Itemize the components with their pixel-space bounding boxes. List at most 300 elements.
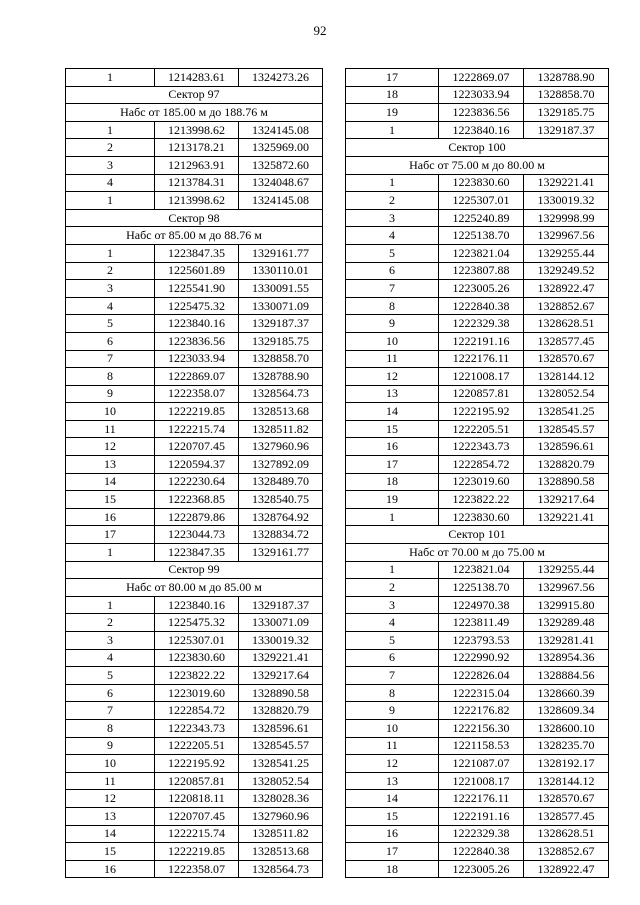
coordinate-row <box>346 632 609 650</box>
x-coordinate-cell: 1222230.64 <box>155 473 239 491</box>
coordinate-row <box>346 825 609 843</box>
coordinate-row <box>346 702 609 720</box>
point-number-cell: 15 <box>66 843 155 861</box>
coordinate-row <box>66 719 323 737</box>
point-number-cell: 3 <box>346 596 439 614</box>
y-coordinate-cell: 1328788.90 <box>524 69 609 87</box>
x-coordinate-cell: 1223822.22 <box>155 667 239 685</box>
coordinate-row <box>346 86 609 104</box>
coordinate-row <box>346 561 609 579</box>
x-coordinate-cell: 1222840.38 <box>439 843 524 861</box>
point-number-cell: 8 <box>346 297 439 315</box>
coordinate-row <box>346 508 609 526</box>
y-coordinate-cell: 1328858.70 <box>524 86 609 104</box>
x-coordinate-cell: 1224970.38 <box>439 596 524 614</box>
sector-header-row <box>66 579 323 597</box>
y-coordinate-cell: 1328545.57 <box>239 737 323 755</box>
coordinate-row <box>66 790 323 808</box>
coordinate-row <box>66 121 323 139</box>
x-coordinate-cell: 1220707.45 <box>155 807 239 825</box>
coordinate-row <box>346 790 609 808</box>
y-coordinate-cell: 1328852.67 <box>524 297 609 315</box>
x-coordinate-cell: 1223033.94 <box>439 86 524 104</box>
y-coordinate-cell: 1328570.67 <box>524 350 609 368</box>
sector-header-text: Сектор 101 <box>346 526 609 544</box>
x-coordinate-cell: 1214283.61 <box>155 69 239 87</box>
x-coordinate-cell: 1225601.89 <box>155 262 239 280</box>
coordinate-row <box>66 297 323 315</box>
coordinate-row <box>346 473 609 491</box>
sector-header-row <box>66 227 323 245</box>
x-coordinate-cell: 1222191.16 <box>439 332 524 350</box>
point-number-cell: 2 <box>346 192 439 210</box>
coordinate-row <box>66 315 323 333</box>
point-number-cell: 18 <box>346 860 439 878</box>
point-number-cell: 9 <box>346 702 439 720</box>
coordinate-row <box>346 807 609 825</box>
x-coordinate-cell: 1220857.81 <box>439 385 524 403</box>
point-number-cell: 5 <box>66 315 155 333</box>
y-coordinate-cell: 1328540.75 <box>239 491 323 509</box>
point-number-cell: 3 <box>66 280 155 298</box>
x-coordinate-cell: 1222358.07 <box>155 860 239 878</box>
coordinate-row <box>346 456 609 474</box>
coordinate-row <box>346 772 609 790</box>
coordinate-row <box>346 209 609 227</box>
y-coordinate-cell: 1324145.08 <box>239 121 323 139</box>
y-coordinate-cell: 1324048.67 <box>239 174 323 192</box>
sector-header-text: Набс от 70.00 м до 75.00 м <box>346 544 609 562</box>
y-coordinate-cell: 1328564.73 <box>239 385 323 403</box>
coordinate-row <box>346 350 609 368</box>
point-number-cell: 13 <box>66 807 155 825</box>
y-coordinate-cell: 1328660.39 <box>524 684 609 702</box>
coordinate-row <box>346 403 609 421</box>
sector-header-text: Сектор 99 <box>66 561 323 579</box>
point-number-cell: 1 <box>66 596 155 614</box>
coordinate-row <box>346 438 609 456</box>
coordinate-row <box>346 843 609 861</box>
coordinate-row <box>346 104 609 122</box>
y-coordinate-cell: 1329221.41 <box>239 649 323 667</box>
point-number-cell: 5 <box>346 244 439 262</box>
y-coordinate-cell: 1327892.09 <box>239 456 323 474</box>
coordinate-row <box>66 192 323 210</box>
sector-header-text: Набс от 80.00 м до 85.00 м <box>66 579 323 597</box>
x-coordinate-cell: 1222205.51 <box>439 420 524 438</box>
x-coordinate-cell: 1222869.07 <box>439 69 524 87</box>
coordinate-row <box>66 385 323 403</box>
x-coordinate-cell: 1225307.01 <box>439 192 524 210</box>
x-coordinate-cell: 1222219.85 <box>155 843 239 861</box>
y-coordinate-cell: 1328890.58 <box>239 684 323 702</box>
x-coordinate-cell: 1223840.16 <box>439 121 524 139</box>
x-coordinate-cell: 1223005.26 <box>439 280 524 298</box>
x-coordinate-cell: 1223822.22 <box>439 491 524 509</box>
sector-header-row <box>66 86 323 104</box>
x-coordinate-cell: 1222368.85 <box>155 491 239 509</box>
x-coordinate-cell: 1223836.56 <box>439 104 524 122</box>
coordinate-row <box>66 684 323 702</box>
point-number-cell: 4 <box>346 227 439 245</box>
y-coordinate-cell: 1328545.57 <box>524 420 609 438</box>
y-coordinate-cell: 1330019.32 <box>239 632 323 650</box>
coordinate-row <box>346 719 609 737</box>
point-number-cell: 17 <box>346 69 439 87</box>
x-coordinate-cell: 1223821.04 <box>439 561 524 579</box>
x-coordinate-cell: 1222826.04 <box>439 667 524 685</box>
point-number-cell: 2 <box>66 262 155 280</box>
point-number-cell: 11 <box>66 772 155 790</box>
coordinate-row <box>346 315 609 333</box>
point-number-cell: 19 <box>346 491 439 509</box>
x-coordinate-cell: 1220818.11 <box>155 790 239 808</box>
coordinate-row <box>346 192 609 210</box>
y-coordinate-cell: 1327960.96 <box>239 807 323 825</box>
y-coordinate-cell: 1328820.79 <box>524 456 609 474</box>
y-coordinate-cell: 1329185.75 <box>239 332 323 350</box>
point-number-cell: 2 <box>346 579 439 597</box>
sector-header-text: Набс от 85.00 м до 88.76 м <box>66 227 323 245</box>
x-coordinate-cell: 1222854.72 <box>155 702 239 720</box>
x-coordinate-cell: 1222315.04 <box>439 684 524 702</box>
coordinate-row <box>346 121 609 139</box>
sector-header-row <box>66 104 323 122</box>
x-coordinate-cell: 1225307.01 <box>155 632 239 650</box>
x-coordinate-cell: 1222215.74 <box>155 420 239 438</box>
coordinate-row <box>346 174 609 192</box>
point-number-cell: 1 <box>66 192 155 210</box>
x-coordinate-cell: 1220707.45 <box>155 438 239 456</box>
coordinate-row <box>346 491 609 509</box>
coordinate-row <box>346 262 609 280</box>
x-coordinate-cell: 1222219.85 <box>155 403 239 421</box>
y-coordinate-cell: 1328884.56 <box>524 667 609 685</box>
y-coordinate-cell: 1325969.00 <box>239 139 323 157</box>
x-coordinate-cell: 1222840.38 <box>439 297 524 315</box>
coordinate-row <box>346 332 609 350</box>
y-coordinate-cell: 1327960.96 <box>239 438 323 456</box>
y-coordinate-cell: 1328489.70 <box>239 473 323 491</box>
y-coordinate-cell: 1328834.72 <box>239 526 323 544</box>
coordinate-row <box>66 614 323 632</box>
point-number-cell: 13 <box>66 456 155 474</box>
y-coordinate-cell: 1329161.77 <box>239 244 323 262</box>
point-number-cell: 9 <box>346 315 439 333</box>
coordinate-row <box>346 368 609 386</box>
x-coordinate-cell: 1225541.90 <box>155 280 239 298</box>
x-coordinate-cell: 1223821.04 <box>439 244 524 262</box>
y-coordinate-cell: 1328052.54 <box>239 772 323 790</box>
point-number-cell: 12 <box>66 790 155 808</box>
coordinate-row <box>346 649 609 667</box>
point-number-cell: 17 <box>346 843 439 861</box>
y-coordinate-cell: 1329255.44 <box>524 244 609 262</box>
point-number-cell: 16 <box>346 825 439 843</box>
coordinate-row <box>346 684 609 702</box>
y-coordinate-cell: 1330110.01 <box>239 262 323 280</box>
coordinate-row <box>346 280 609 298</box>
point-number-cell: 10 <box>66 403 155 421</box>
coordinate-row <box>346 755 609 773</box>
point-number-cell: 3 <box>346 209 439 227</box>
coordinate-row <box>346 596 609 614</box>
y-coordinate-cell: 1328564.73 <box>239 860 323 878</box>
x-coordinate-cell: 1213178.21 <box>155 139 239 157</box>
coordinate-row <box>346 297 609 315</box>
y-coordinate-cell: 1330071.09 <box>239 614 323 632</box>
y-coordinate-cell: 1328852.67 <box>524 843 609 861</box>
sector-header-row <box>346 544 609 562</box>
x-coordinate-cell: 1222195.92 <box>439 403 524 421</box>
x-coordinate-cell: 1222854.72 <box>439 456 524 474</box>
point-number-cell: 4 <box>346 614 439 632</box>
y-coordinate-cell: 1329998.99 <box>524 209 609 227</box>
x-coordinate-cell: 1223830.60 <box>155 649 239 667</box>
sector-header-text: Сектор 100 <box>346 139 609 157</box>
coordinates-table-left <box>65 68 323 878</box>
x-coordinate-cell: 1225138.70 <box>439 579 524 597</box>
point-number-cell: 4 <box>66 649 155 667</box>
x-coordinate-cell: 1222879.86 <box>155 508 239 526</box>
y-coordinate-cell: 1328922.47 <box>524 860 609 878</box>
point-number-cell: 7 <box>346 280 439 298</box>
point-number-cell: 16 <box>66 508 155 526</box>
coordinate-row <box>66 244 323 262</box>
point-number-cell: 7 <box>66 702 155 720</box>
y-coordinate-cell: 1328577.45 <box>524 807 609 825</box>
coordinate-row <box>66 596 323 614</box>
y-coordinate-cell: 1329967.56 <box>524 579 609 597</box>
y-coordinate-cell: 1328788.90 <box>239 368 323 386</box>
x-coordinate-cell: 1223847.35 <box>155 544 239 562</box>
coordinate-row <box>66 772 323 790</box>
coordinate-row <box>66 807 323 825</box>
sector-header-row <box>346 139 609 157</box>
x-coordinate-cell: 1223830.60 <box>439 508 524 526</box>
point-number-cell: 14 <box>346 403 439 421</box>
y-coordinate-cell: 1328600.10 <box>524 719 609 737</box>
point-number-cell: 6 <box>66 684 155 702</box>
point-number-cell: 5 <box>346 632 439 650</box>
coordinate-row <box>66 420 323 438</box>
x-coordinate-cell: 1223830.60 <box>439 174 524 192</box>
x-coordinate-cell: 1213784.31 <box>155 174 239 192</box>
coordinate-row <box>66 332 323 350</box>
y-coordinate-cell: 1329281.41 <box>524 632 609 650</box>
point-number-cell: 18 <box>346 86 439 104</box>
y-coordinate-cell: 1329967.56 <box>524 227 609 245</box>
y-coordinate-cell: 1328628.51 <box>524 825 609 843</box>
y-coordinate-cell: 1328511.82 <box>239 825 323 843</box>
point-number-cell: 10 <box>66 755 155 773</box>
point-number-cell: 1 <box>66 69 155 87</box>
coordinate-row <box>66 526 323 544</box>
y-coordinate-cell: 1328144.12 <box>524 368 609 386</box>
point-number-cell: 8 <box>346 684 439 702</box>
x-coordinate-cell: 1225475.32 <box>155 297 239 315</box>
coordinate-row <box>66 350 323 368</box>
y-coordinate-cell: 1330071.09 <box>239 297 323 315</box>
x-coordinate-cell: 1223807.88 <box>439 262 524 280</box>
y-coordinate-cell: 1329161.77 <box>239 544 323 562</box>
x-coordinate-cell: 1221158.53 <box>439 737 524 755</box>
coordinate-row <box>66 403 323 421</box>
y-coordinate-cell: 1328764.92 <box>239 508 323 526</box>
coordinate-row <box>66 280 323 298</box>
point-number-cell: 16 <box>66 860 155 878</box>
x-coordinate-cell: 1221008.17 <box>439 772 524 790</box>
x-coordinate-cell: 1220594.37 <box>155 456 239 474</box>
coordinate-row <box>66 438 323 456</box>
x-coordinate-cell: 1222205.51 <box>155 737 239 755</box>
y-coordinate-cell: 1329187.37 <box>239 596 323 614</box>
point-number-cell: 3 <box>66 632 155 650</box>
x-coordinate-cell: 1223836.56 <box>155 332 239 350</box>
x-coordinate-cell: 1223005.26 <box>439 860 524 878</box>
sector-header-text: Набс от 185.00 м до 188.76 м <box>66 104 323 122</box>
x-coordinate-cell: 1222329.38 <box>439 825 524 843</box>
coordinate-row <box>66 368 323 386</box>
x-coordinate-cell: 1222358.07 <box>155 385 239 403</box>
point-number-cell: 6 <box>346 262 439 280</box>
x-coordinate-cell: 1225475.32 <box>155 614 239 632</box>
point-number-cell: 7 <box>346 667 439 685</box>
y-coordinate-cell: 1324273.26 <box>239 69 323 87</box>
y-coordinate-cell: 1328192.17 <box>524 755 609 773</box>
point-number-cell: 17 <box>346 456 439 474</box>
x-coordinate-cell: 1212963.91 <box>155 156 239 174</box>
y-coordinate-cell: 1328596.61 <box>239 719 323 737</box>
sector-header-row <box>346 156 609 174</box>
x-coordinate-cell: 1222156.30 <box>439 719 524 737</box>
x-coordinate-cell: 1222176.11 <box>439 350 524 368</box>
point-number-cell: 5 <box>66 667 155 685</box>
y-coordinate-cell: 1329221.41 <box>524 174 609 192</box>
y-coordinate-cell: 1325872.60 <box>239 156 323 174</box>
y-coordinate-cell: 1328609.34 <box>524 702 609 720</box>
y-coordinate-cell: 1329289.48 <box>524 614 609 632</box>
coordinate-row <box>66 737 323 755</box>
y-coordinate-cell: 1329187.37 <box>524 121 609 139</box>
y-coordinate-cell: 1328513.68 <box>239 843 323 861</box>
y-coordinate-cell: 1328858.70 <box>239 350 323 368</box>
y-coordinate-cell: 1328577.45 <box>524 332 609 350</box>
sector-header-text: Набс от 75.00 м до 80.00 м <box>346 156 609 174</box>
x-coordinate-cell: 1223811.49 <box>439 614 524 632</box>
point-number-cell: 19 <box>346 104 439 122</box>
point-number-cell: 10 <box>346 719 439 737</box>
point-number-cell: 10 <box>346 332 439 350</box>
point-number-cell: 13 <box>346 772 439 790</box>
y-coordinate-cell: 1328570.67 <box>524 790 609 808</box>
point-number-cell: 8 <box>66 719 155 737</box>
coordinate-row <box>66 755 323 773</box>
x-coordinate-cell: 1222195.92 <box>155 755 239 773</box>
coordinate-row <box>66 139 323 157</box>
x-coordinate-cell: 1222329.38 <box>439 315 524 333</box>
x-coordinate-cell: 1220857.81 <box>155 772 239 790</box>
y-coordinate-cell: 1330091.55 <box>239 280 323 298</box>
point-number-cell: 4 <box>66 174 155 192</box>
x-coordinate-cell: 1222343.73 <box>439 438 524 456</box>
y-coordinate-cell: 1328144.12 <box>524 772 609 790</box>
page-number: 92 <box>313 23 327 38</box>
x-coordinate-cell: 1222176.82 <box>439 702 524 720</box>
y-coordinate-cell: 1328052.54 <box>524 385 609 403</box>
point-number-cell: 1 <box>66 121 155 139</box>
coordinate-row <box>66 702 323 720</box>
y-coordinate-cell: 1329255.44 <box>524 561 609 579</box>
coordinate-row <box>66 544 323 562</box>
y-coordinate-cell: 1328596.61 <box>524 438 609 456</box>
sector-header-row <box>346 526 609 544</box>
y-coordinate-cell: 1328541.25 <box>524 403 609 421</box>
y-coordinate-cell: 1329217.64 <box>524 491 609 509</box>
point-number-cell: 14 <box>66 473 155 491</box>
coordinate-row <box>346 667 609 685</box>
y-coordinate-cell: 1328511.82 <box>239 420 323 438</box>
point-number-cell: 2 <box>66 139 155 157</box>
point-number-cell: 1 <box>66 244 155 262</box>
coordinate-row <box>66 262 323 280</box>
coordinate-row <box>66 508 323 526</box>
coordinates-table-right <box>345 68 609 878</box>
sector-header-row <box>66 561 323 579</box>
x-coordinate-cell: 1223033.94 <box>155 350 239 368</box>
point-number-cell: 11 <box>346 737 439 755</box>
point-number-cell: 12 <box>346 755 439 773</box>
x-coordinate-cell: 1222869.07 <box>155 368 239 386</box>
point-number-cell: 8 <box>66 368 155 386</box>
coordinate-row <box>346 737 609 755</box>
x-coordinate-cell: 1225138.70 <box>439 227 524 245</box>
sector-header-text: Сектор 97 <box>66 86 323 104</box>
coordinate-row <box>346 69 609 87</box>
y-coordinate-cell: 1329187.37 <box>239 315 323 333</box>
x-coordinate-cell: 1223019.60 <box>155 684 239 702</box>
coordinate-row <box>66 156 323 174</box>
x-coordinate-cell: 1221008.17 <box>439 368 524 386</box>
point-number-cell: 1 <box>346 508 439 526</box>
coordinate-row <box>66 491 323 509</box>
point-number-cell: 7 <box>66 350 155 368</box>
point-number-cell: 16 <box>346 438 439 456</box>
x-coordinate-cell: 1223793.53 <box>439 632 524 650</box>
point-number-cell: 18 <box>346 473 439 491</box>
point-number-cell: 9 <box>66 737 155 755</box>
point-number-cell: 14 <box>346 790 439 808</box>
point-number-cell: 6 <box>346 649 439 667</box>
y-coordinate-cell: 1329221.41 <box>524 508 609 526</box>
point-number-cell: 2 <box>66 614 155 632</box>
coordinate-row <box>346 860 609 878</box>
coordinate-row <box>346 420 609 438</box>
coordinate-row <box>66 456 323 474</box>
x-coordinate-cell: 1222343.73 <box>155 719 239 737</box>
y-coordinate-cell: 1328890.58 <box>524 473 609 491</box>
y-coordinate-cell: 1328513.68 <box>239 403 323 421</box>
point-number-cell: 13 <box>346 385 439 403</box>
point-number-cell: 12 <box>346 368 439 386</box>
x-coordinate-cell: 1213998.62 <box>155 192 239 210</box>
sector-header-text: Сектор 98 <box>66 209 323 227</box>
x-coordinate-cell: 1223840.16 <box>155 315 239 333</box>
y-coordinate-cell: 1328954.36 <box>524 649 609 667</box>
point-number-cell: 17 <box>66 526 155 544</box>
point-number-cell: 6 <box>66 332 155 350</box>
y-coordinate-cell: 1328235.70 <box>524 737 609 755</box>
